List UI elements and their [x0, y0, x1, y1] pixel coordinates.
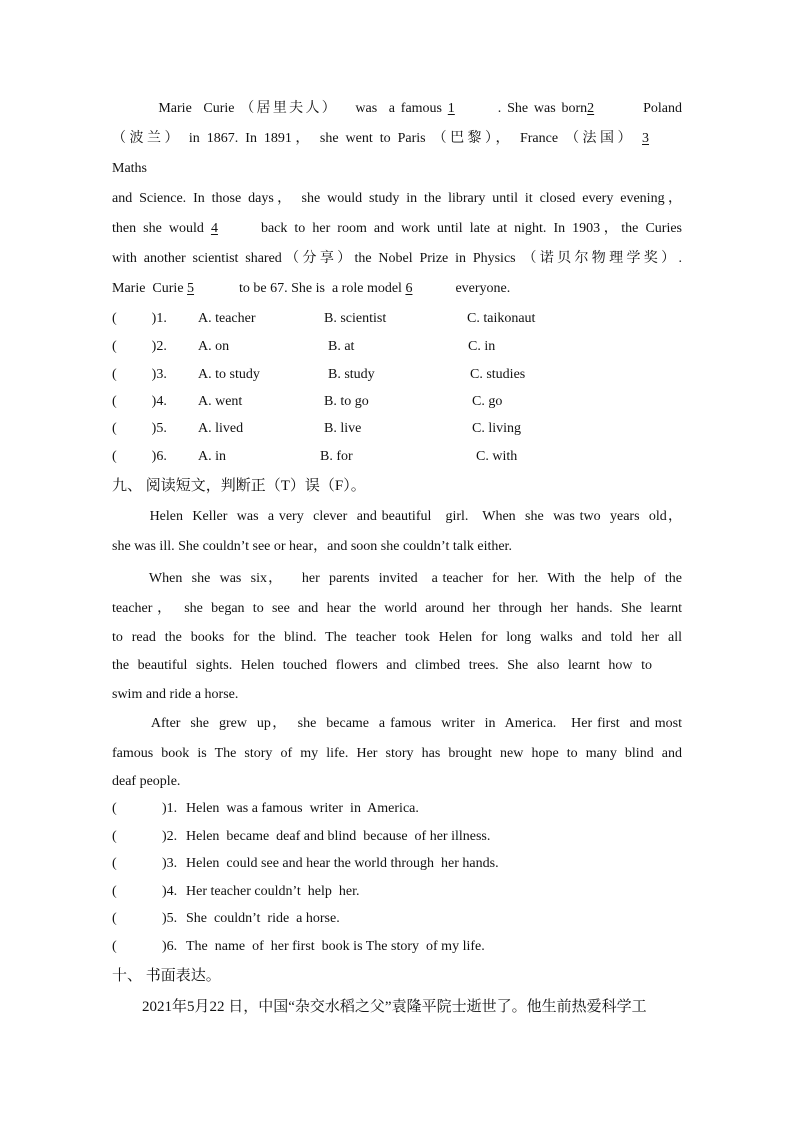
statement-text: Helen became deaf and blind because of her illness. [186, 829, 491, 844]
text-segment: with another scientist shared（分享）the Nobel Prize in Physics （诺贝尔物理学奖）. [112, 251, 682, 266]
text-line: When she was six， her parents invited a teacher for her. With the help of the [112, 571, 682, 586]
blank-4: 4 [210, 221, 218, 236]
option-b: B. live [324, 421, 362, 436]
text-line: the beautiful sights. Helen touched flowers and climbed trees. She also learnt how to [112, 658, 652, 673]
text-segment: and Science. In those days， she would study in the library until it closed every evening， [112, 191, 682, 206]
question-4 [112, 388, 712, 416]
section-9-heading: 九、 阅读短文，判断正（T）误（F）。 [112, 478, 366, 494]
option-c: C. in [468, 339, 496, 354]
statement-number: )1. [162, 801, 178, 816]
statement-text: Helen was a famous writer in America. [186, 801, 419, 816]
option-a: A. in [198, 449, 226, 464]
open-paren: ( [112, 801, 117, 816]
open-paren: ( [112, 829, 117, 844]
option-a: A. on [198, 339, 230, 354]
statement-3 [112, 850, 712, 878]
question-3 [112, 361, 712, 389]
option-c: C. living [472, 421, 522, 436]
cloze-line-1 [112, 94, 682, 124]
text-line: deaf people. [112, 774, 181, 789]
question-6 [112, 443, 712, 471]
option-b: B. for [320, 449, 353, 464]
open-paren: ( [112, 884, 117, 899]
cloze-line-4 [112, 184, 682, 214]
text-line: Helen Keller was a very clever and beautiful girl. When she was two years old， [112, 509, 682, 524]
text-line: teacher， she began to see and hear the world around her through her hands. She learnt [112, 601, 682, 616]
writing-prompt: 2021年5月22 日，中国“杂交水稻之父”袁隆平院士逝世了。他生前热爱科学工 [112, 999, 647, 1015]
statement-text: The name of her first book is The story of my life. [186, 939, 485, 954]
reading-paragraph-1 [112, 502, 682, 562]
text-line: famous book is The story of my life. Her story has brought new hope to many blind and [112, 746, 682, 761]
option-b: B. to go [324, 394, 369, 409]
statement-text: She couldn’t ride a horse. [186, 911, 340, 926]
statement-text: Helen could see and hear the world through her hands. [186, 856, 499, 871]
option-c: C. studies [470, 367, 526, 382]
text-segment: Marie Curie [112, 281, 188, 296]
statement-number: )5. [162, 911, 178, 926]
text-line: she was ill. She couldn’t see or hear，and soon she couldn’t talk either. [112, 539, 512, 554]
statement-6 [112, 933, 712, 961]
option-a: A. to study [198, 367, 260, 382]
blank-1: 1 [447, 101, 455, 116]
blank-3: 3 [642, 131, 649, 146]
text-segment: Maths [112, 161, 147, 176]
cloze-passage [112, 94, 682, 304]
text-segment: Marie Curie （居里夫人） was a famous [112, 101, 448, 116]
text-segment: then she would [112, 221, 211, 236]
text-segment: （波兰） in 1867. In 1891， she went to Paris （巴黎）， France （法国） [112, 131, 642, 146]
option-b: B. study [328, 367, 375, 382]
statement-2 [112, 823, 712, 851]
open-paren: ( [112, 939, 117, 954]
statement-number: )3. [162, 856, 178, 871]
statement-number: )6. [162, 939, 178, 954]
text-segment: Poland [643, 101, 683, 116]
blank-6: 6 [405, 281, 413, 296]
cloze-line-7 [112, 274, 682, 304]
text-segment: everyone. [455, 281, 511, 296]
text-segment: to be 67. She is a role model [239, 281, 406, 296]
option-c: C. go [472, 394, 503, 409]
reading-paragraph-3 [112, 709, 682, 795]
question-1 [112, 305, 712, 333]
text-line: After she grew up， she became a famous writer in America. Her first and most [112, 716, 682, 731]
option-a: A. lived [198, 421, 244, 436]
text-segment: back to her room and work until late at night. In 1903，the Curies [260, 221, 683, 236]
option-a: A. went [198, 394, 243, 409]
text-line: swim and ride a horse. [112, 687, 239, 702]
question-number: ( )4. [112, 394, 167, 409]
cloze-line-6 [112, 244, 682, 274]
option-c: C. with [476, 449, 518, 464]
question-number: ( )1. [112, 311, 167, 326]
statement-1 [112, 795, 712, 823]
statement-text: Her teacher couldn’t help her. [186, 884, 360, 899]
question-number: ( )3. [112, 367, 167, 382]
blank-5: 5 [187, 281, 195, 296]
cloze-line-5 [112, 214, 682, 244]
statement-number: )4. [162, 884, 178, 899]
question-5 [112, 415, 712, 443]
statement-5 [112, 905, 712, 933]
text-segment: . She was born [497, 101, 588, 116]
option-b: B. at [328, 339, 355, 354]
question-2 [112, 333, 712, 361]
reading-paragraph-2 [112, 564, 682, 710]
open-paren: ( [112, 911, 117, 926]
option-b: B. scientist [324, 311, 387, 326]
cloze-line-3 [112, 154, 682, 184]
open-paren: ( [112, 856, 117, 871]
option-c: C. taikonaut [467, 311, 536, 326]
question-number: ( )5. [112, 421, 167, 436]
section-10-heading: 十、 书面表达。 [112, 968, 221, 984]
text-line: to read the books for the blind. The teacher took Helen for long walks and told her all [112, 630, 682, 645]
question-number: ( )2. [112, 339, 167, 354]
statement-4 [112, 878, 712, 906]
cloze-line-2 [112, 124, 682, 154]
option-a: A. teacher [198, 311, 256, 326]
statement-number: )2. [162, 829, 178, 844]
blank-2: 2 [587, 101, 595, 116]
question-number: ( )6. [112, 449, 167, 464]
